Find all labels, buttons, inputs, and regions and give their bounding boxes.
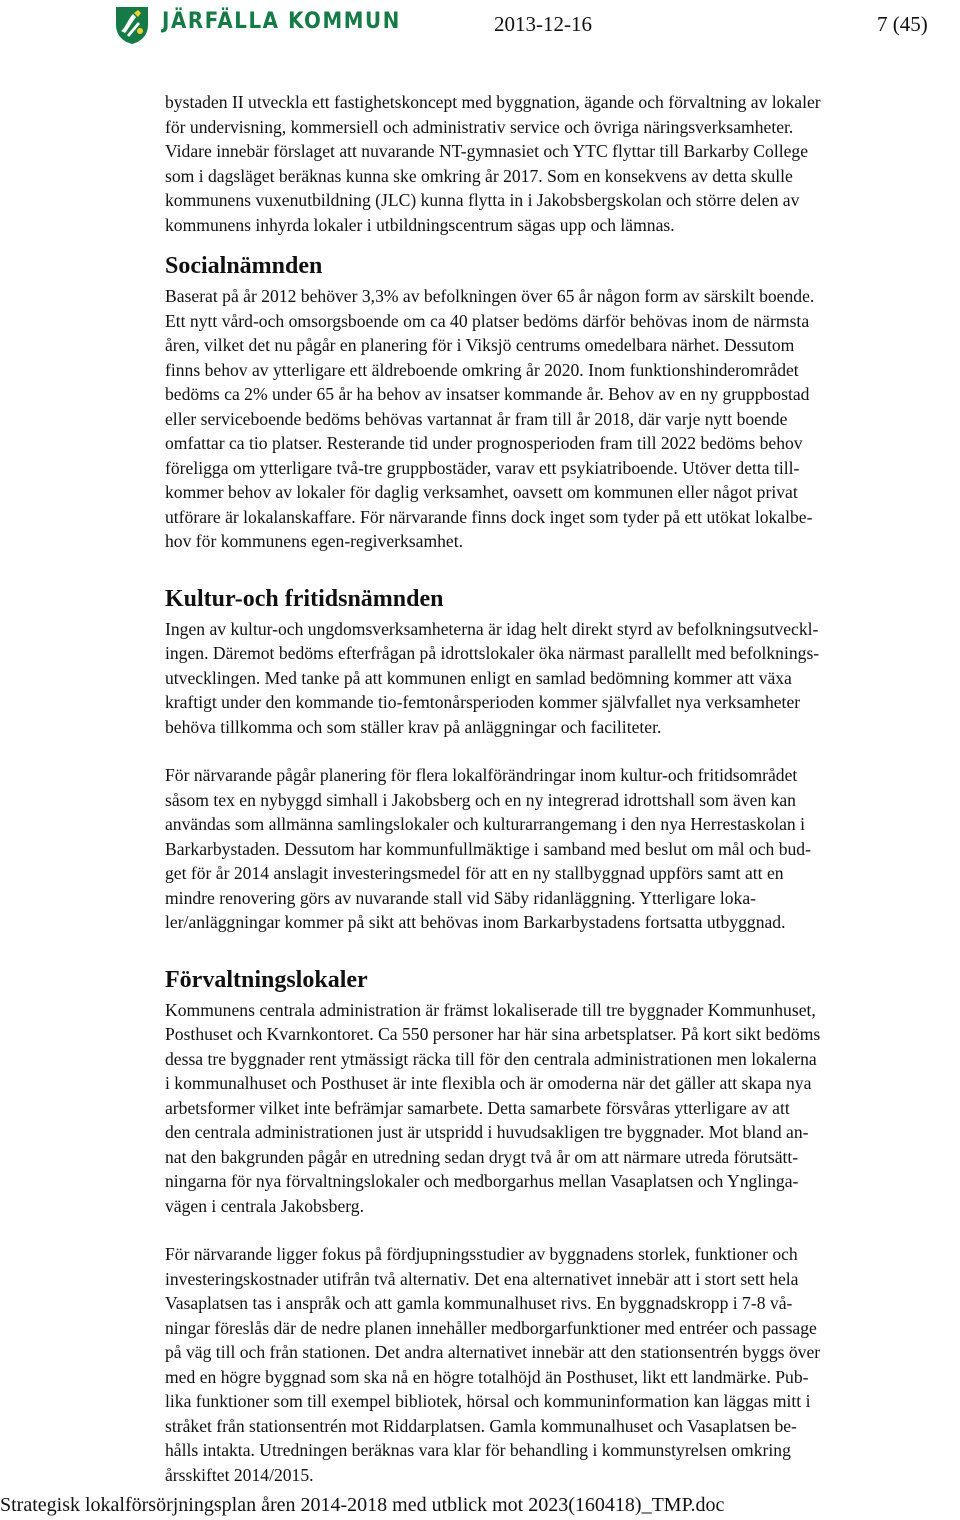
text-line: För närvarande pågår planering för flera lokalförändringar inom kultur-och fritidsområdet xyxy=(165,765,798,785)
text-line: eller serviceboende bedöms behövas vartannat år fram till år 2018, där varje nytt boende xyxy=(165,408,788,429)
text-line: utförare är lokalanskaffare. För närvarande finns dock inget som tyder på ett utökat lokalbe- xyxy=(165,506,813,527)
text-line: get för år 2014 anslagit investeringsmedel för att en ny stallbyggnad uppförs samt att en xyxy=(165,863,784,883)
text-line: Ett nytt vård-och omsorgsboende om ca 40 platser bedöms därför behövas inom de närmsta xyxy=(165,310,810,331)
heading-socialnamnden: Socialnämnden xyxy=(165,253,323,279)
page-number: 7 (45) xyxy=(877,12,928,36)
socialnamnden-paragraph xyxy=(165,284,960,554)
text-line: utvecklingen. Med tanke på att kommunen enligt en samlad bedömning kommer att växa xyxy=(165,667,792,688)
text-line: mindre renovering görs av nuvarande stall vid Säby ridanläggning. Ytterligare loka- xyxy=(165,887,757,908)
text-line: vägen i centrala Jakobsberg. xyxy=(165,1195,364,1216)
text-line: för undervisning, kommersiell och administrativ service och övriga näringsverksamheter. xyxy=(165,116,794,137)
text-line: nat den bakgrunden pågår en utredning sedan drygt två år om att närmare utreda förutsätt- xyxy=(165,1146,799,1167)
intro-paragraph xyxy=(165,90,960,237)
heading-kultur-och-fritidsnamnden: Kultur-och fritidsnämnden xyxy=(165,585,444,612)
municipality-name: JÄRFÄLLA KOMMUN xyxy=(162,9,401,34)
text-line: som i dagsläget beräknas kunna ske omkring år 2017. Som en konsekvens av detta skulle xyxy=(165,165,793,186)
page-footer: Strategisk lokalförsörjningsplan åren 2014-2018 med utblick mot 2023(160418)_TMP.doc xyxy=(0,1494,725,1516)
text-line: Ingen av kultur-och ungdomsverksamheterna är idag helt direkt styrd av befolkningsutveckl- xyxy=(165,618,819,639)
text-line: såsom tex en nybyggd simhall i Jakobsberg och en ny integrerad idrottshall som även kan xyxy=(165,789,796,810)
text-line: i kommunalhuset och Posthuset är inte flexibla och är omoderna när det gäller att skapa nya xyxy=(165,1073,812,1093)
text-line: För närvarande ligger fokus på fördjupningsstudier av byggnadens storlek, funktioner och xyxy=(165,1244,798,1264)
jarfalla-coat-of-arms-icon xyxy=(114,5,150,45)
text-line: finns behov av ytterligare ett äldreboende omkring år 2020. Inom funktionshinderområdet xyxy=(165,359,799,380)
text-line: kommunens vuxenutbildning (JLC) kunna flytta in i Jakobsbergskolan och större delen av xyxy=(165,190,800,210)
text-line: lika funktioner som till exempel bibliotek, hörsal och kommuninformation kan läggas mitt i xyxy=(165,1391,811,1411)
text-line: bystaden II utveckla ett fastighetskoncept med byggnation, ägande och förvaltning av lokaler xyxy=(165,92,821,112)
text-line: den centrala administrationen just är utspridd i huvudsakligen tre byggnader. Mot bland an- xyxy=(165,1122,809,1142)
text-line: arbetsformer vilket inte befrämjar samarbete. Detta samarbete försvåras ytterligare av att xyxy=(165,1097,790,1118)
page-header xyxy=(0,0,960,50)
text-line: stråket från stationsentrén mot Riddarplatsen. Gamla kommunalhuset och Vasaplatsen be- xyxy=(165,1415,797,1436)
text-line: Vidare innebär förslaget att nuvarande NT-gymnasiet och YTC flyttar till Barkarby College xyxy=(165,141,809,161)
text-line: hålls intakta. Utredningen beräknas vara klar för behandling i kommunstyrelsen omkring xyxy=(165,1440,791,1460)
text-line: ingen. Däremot bedöms efterfrågan på idrottslokaler öka närmast parallellt med befolknings- xyxy=(165,643,820,663)
text-line: ningarna för nya förvaltningslokaler och medborgarhus mellan Vasaplatsen och Ynglinga- xyxy=(165,1171,799,1191)
text-line: åren, vilket det nu pågår en planering för i Viksjö centrums omedelbara närhet. Dessutom xyxy=(165,335,795,355)
text-line: på väg till och från stationen. Det andra alternativet innebär att den stationsentrén byggs över xyxy=(165,1342,821,1362)
kultur-paragraph-2 xyxy=(165,763,960,935)
text-line: ningar föreslås där de nedre planen innehåller medborgarfunktioner med entréer och passage xyxy=(165,1317,817,1338)
text-line: med en högre byggnad som ska nå en högre totalhöjd än Posthuset, likt ett landmärke. Pub- xyxy=(165,1366,809,1387)
text-line: årsskiftet 2014/2015. xyxy=(165,1464,314,1485)
text-line: användas som allmänna samlingslokaler och kulturarrangemang i den nya Herrestaskolan i xyxy=(165,814,806,834)
text-line: kommer behov av lokaler för daglig verksamhet, oavsett om kommunen eller något privat xyxy=(165,482,798,502)
text-line: Barkarbystaden. Dessutom har kommunfullmäktige i samband med beslut om mål och bud- xyxy=(165,838,811,859)
text-line: hov för kommunens egen-regiverksamhet. xyxy=(165,531,464,551)
text-line: bedöms ca 2% under 65 år ha behov av insatser kommande år. Behov av en ny gruppbostad xyxy=(165,384,810,404)
heading-forvaltningslokaler: Förvaltningslokaler xyxy=(165,966,368,993)
text-line: föreligga om ytterligare två-tre gruppbostäder, varav ett psykiatriboende. Utöver detta till- xyxy=(165,457,800,478)
text-line: investeringskostnader utifrån två alternativ. Det ena alternativet innebär att i stort sett hela xyxy=(165,1268,799,1289)
text-line: kraftigt under den kommande tio-femtonårsperioden kommer självfallet nya verksamheter xyxy=(165,692,801,712)
text-line: Baserat på år 2012 behöver 3,3% av befolkningen över 65 år någon form av särskilt boende. xyxy=(165,286,815,306)
text-line: Posthuset och Kvarnkontoret. Ca 550 personer har här sina arbetsplatser. På kort sikt bedöms xyxy=(165,1024,821,1044)
document-date: 2013-12-16 xyxy=(494,12,592,36)
document-body xyxy=(165,90,960,1487)
text-line: Vasaplatsen tas i anspråk och att gamla kommunalhuset rivs. En byggnadskropp i 7-8 vå- xyxy=(165,1293,793,1313)
forvaltning-paragraph-2 xyxy=(165,1242,960,1487)
text-line: behöva tillkomma och som ställer krav på anläggningar och faciliteter. xyxy=(165,716,662,737)
text-line: kommunens inhyrda lokaler i utbildningscentrum sägas upp och lämnas. xyxy=(165,214,675,235)
text-line: ler/anläggningar kommer på sikt att behövas inom Barkarbystadens fortsatta utbyggnad. xyxy=(165,912,786,932)
text-line: dessa tre byggnader rent ytmässigt räcka till för den centrala administrationen men lokalerna xyxy=(165,1048,817,1069)
forvaltning-paragraph-1 xyxy=(165,998,960,1219)
text-line: Kommunens centrala administration är främst lokaliserade till tre byggnader Kommunhuset, xyxy=(165,999,816,1020)
text-line: omfattar ca tio platser. Resterande tid under prognosperioden fram till 2022 bedöms behov xyxy=(165,433,803,453)
kultur-paragraph-1 xyxy=(165,617,960,740)
